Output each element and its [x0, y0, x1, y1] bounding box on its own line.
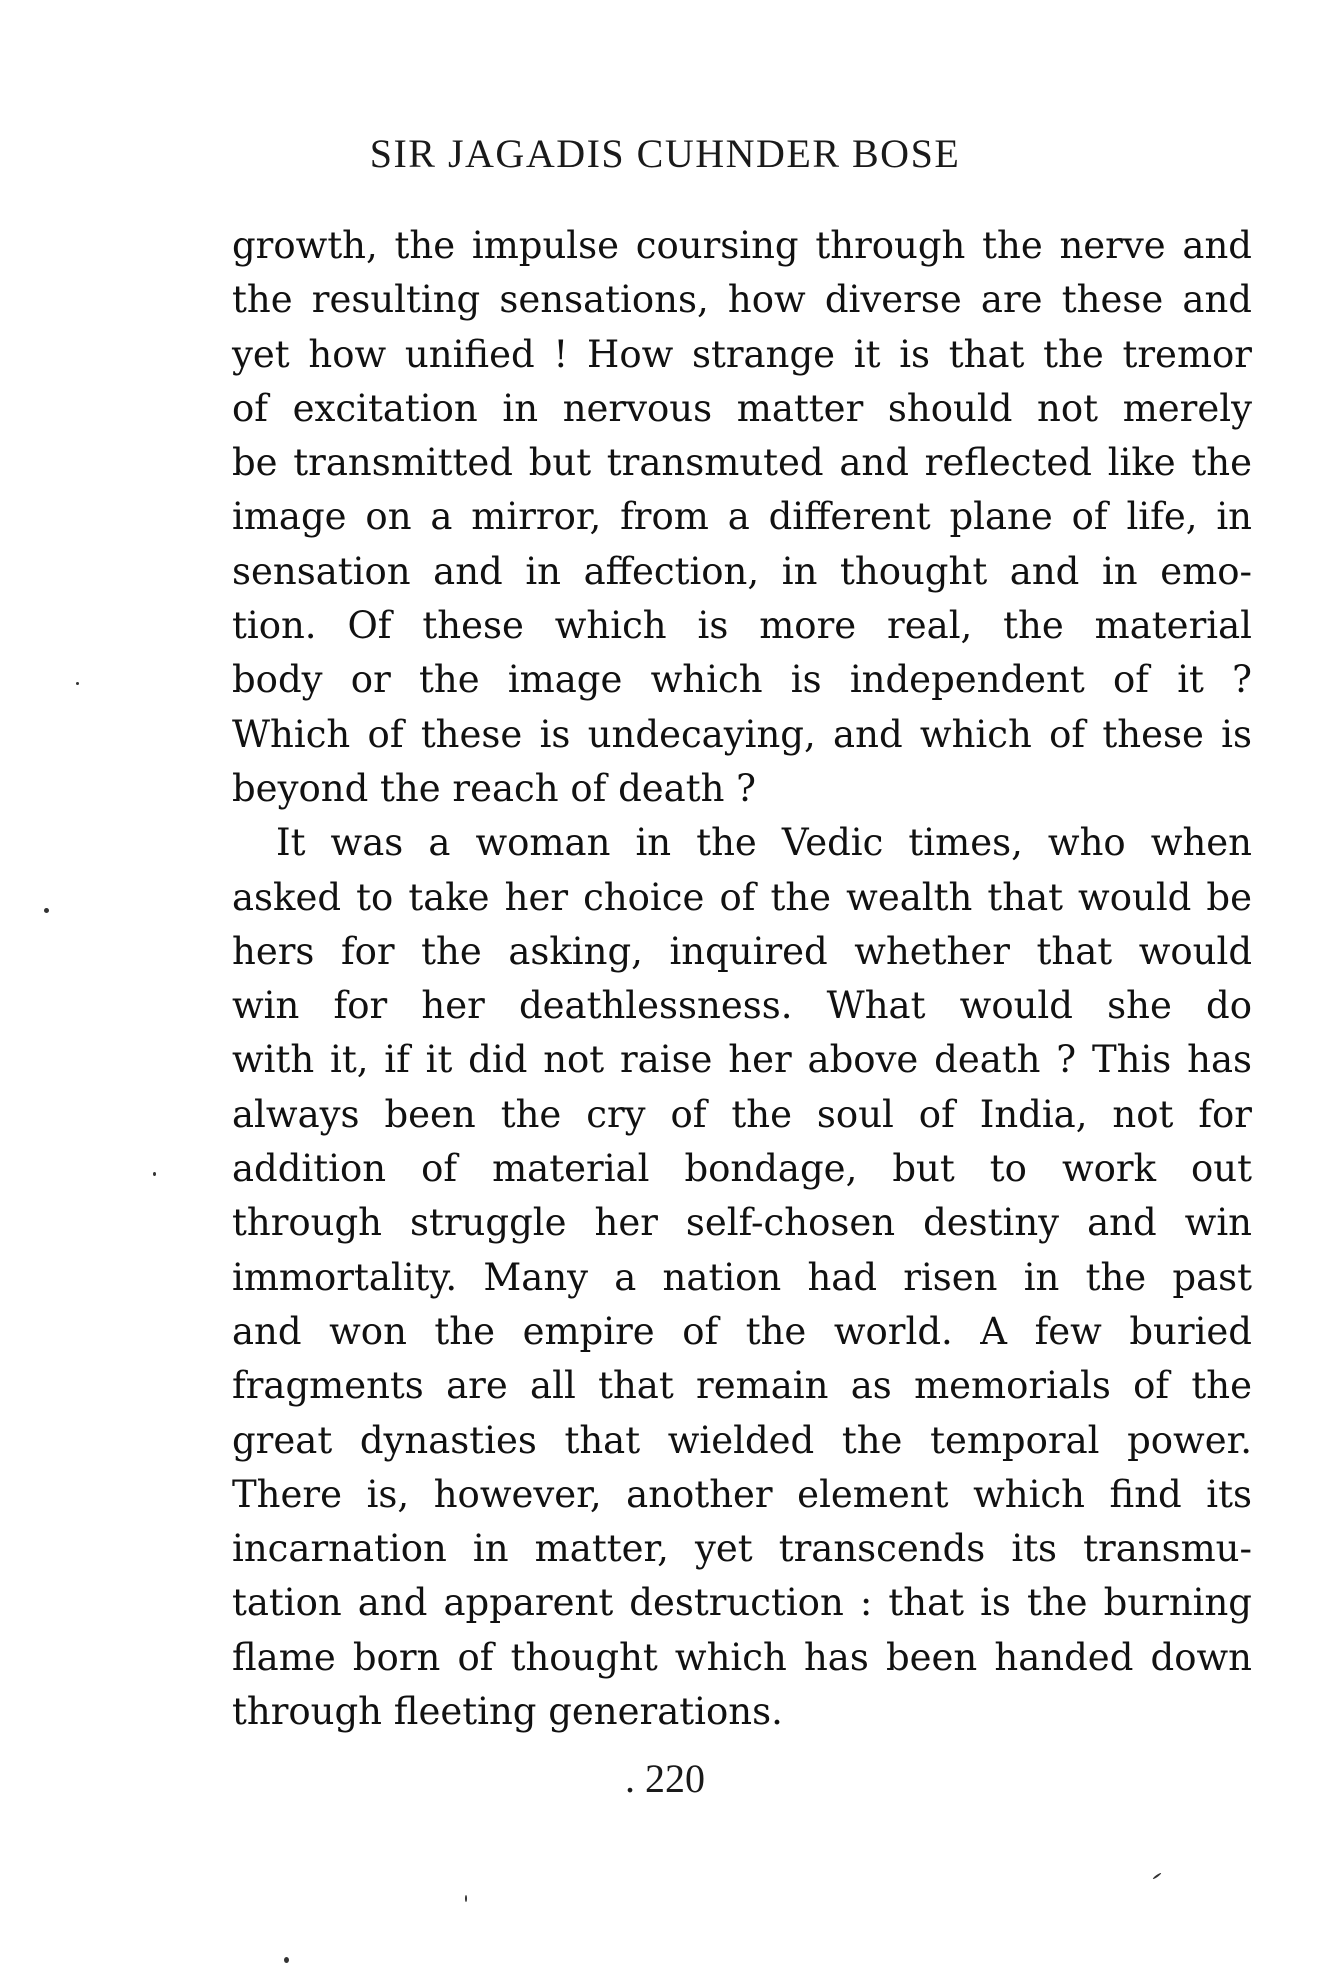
- text-line: fragments are all that remain as memorials of the: [232, 1364, 1252, 1408]
- text-line: immortality. Many a nation had risen in the past: [232, 1255, 1252, 1299]
- text-line: tion. Of these which is more real, the material: [232, 604, 1252, 648]
- text-line: sensation and in affection, in thought and in emo-: [232, 549, 1252, 593]
- scan-speck: [465, 1895, 467, 1902]
- scan-speck: [284, 1957, 289, 1963]
- text-line: and won the empire of the world. A few buried: [232, 1309, 1252, 1353]
- page-number: . 220: [625, 1756, 705, 1801]
- text-line: asked to take her choice of the wealth that would be: [232, 875, 1252, 919]
- scan-speck: [153, 1172, 156, 1176]
- text-line: of excitation in nervous matter should not merely: [232, 386, 1252, 430]
- text-line: yet how unified ! How strange it is that the tremor: [232, 332, 1252, 376]
- text-line: through struggle her self-chosen destiny and win: [232, 1201, 1252, 1245]
- text-line: growth, the impulse coursing through the nerve and: [232, 224, 1252, 267]
- text-line: win for her deathlessness. What would she do: [232, 984, 1252, 1028]
- paragraph-2: [232, 816, 1252, 1739]
- text-line: addition of material bondage, but to work out: [232, 1147, 1252, 1191]
- text-line: flame born of thought which has been handed down: [232, 1635, 1252, 1679]
- text-line: the resulting sensations, how diverse are these and: [232, 278, 1252, 322]
- text-line: beyond the reach of death ?: [232, 766, 757, 810]
- text-line: incarnation in matter, yet transcends its transmu-: [232, 1527, 1252, 1571]
- scan-speck: [1152, 1872, 1161, 1879]
- text-line: always been the cry of the soul of India, not for: [232, 1092, 1252, 1136]
- text-line: hers for the asking, inquired whether that would: [232, 929, 1252, 973]
- text-line: great dynasties that wielded the temporal power.: [232, 1418, 1252, 1462]
- body-text: [232, 219, 1252, 1739]
- scan-speck: [44, 908, 49, 913]
- text-line: It was a woman in the Vedic times, who when: [276, 821, 1252, 865]
- text-line: through fleeting generations.: [232, 1690, 783, 1734]
- text-line: Which of these is undecaying, and which of these is: [232, 712, 1252, 756]
- paragraph-1: [232, 219, 1252, 816]
- text-line: with it, if it did not raise her above death ? This has: [232, 1038, 1252, 1082]
- text-line: image on a mirror, from a different plane of life, in: [232, 495, 1252, 539]
- text-line: body or the image which is independent of it ?: [232, 658, 1252, 702]
- text-line: There is, however, another element which find its: [232, 1472, 1252, 1516]
- scan-speck: [76, 682, 79, 685]
- running-header: SIR JAGADIS CUHNDER BOSE: [369, 131, 961, 176]
- text-line: be transmitted but transmuted and reflected like the: [232, 441, 1252, 485]
- text-line: tation and apparent destruction : that is the burning: [232, 1581, 1252, 1625]
